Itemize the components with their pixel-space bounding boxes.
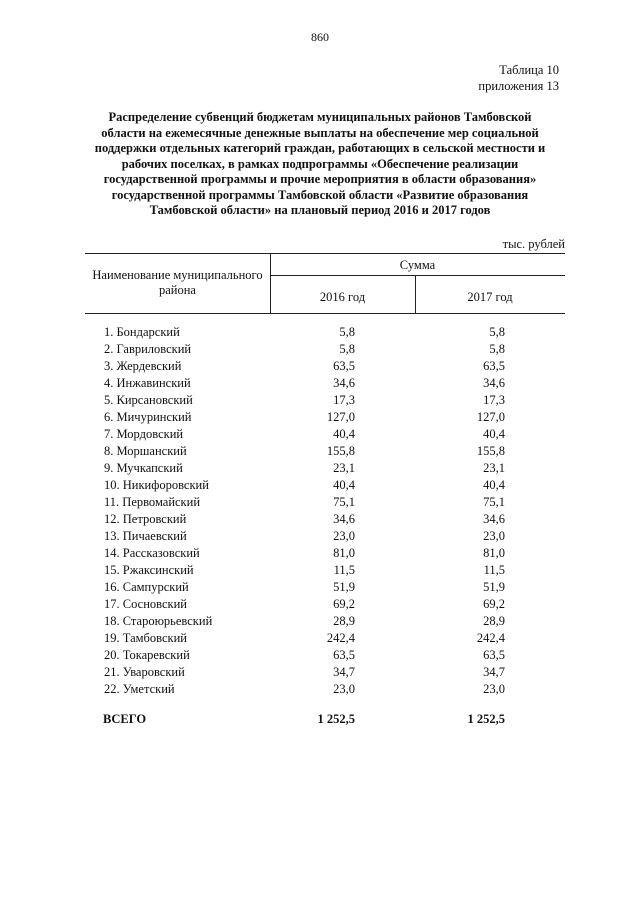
value-2017: 34,6 <box>483 512 505 526</box>
district-name: 14. Рассказовский <box>104 546 200 560</box>
value-2016: 63,5 <box>333 648 355 662</box>
table-row <box>0 444 640 461</box>
units-label: тыс. рублей <box>502 237 565 251</box>
district-name: 9. Мучкапский <box>104 461 183 475</box>
district-name: 6. Мичуринский <box>104 410 192 424</box>
value-2017: 34,6 <box>483 376 505 390</box>
district-name: 19. Тамбовский <box>104 631 187 645</box>
district-name: 5. Кирсановский <box>104 393 193 407</box>
value-2016: 23,0 <box>333 682 355 696</box>
page-number: 860 <box>311 30 329 44</box>
value-2016: 23,1 <box>333 461 355 475</box>
table-row <box>0 393 640 410</box>
district-name: 2. Гавриловский <box>104 342 192 356</box>
district-name: 13. Пичаевский <box>104 529 187 543</box>
value-2017: 81,0 <box>483 546 505 560</box>
title-line: государственной программы и прочие мероприятия в области образования» <box>103 172 537 186</box>
header-2017: 2017 год <box>467 290 513 304</box>
district-name: 11. Первомайский <box>104 495 201 509</box>
value-2017: 40,4 <box>483 427 505 441</box>
value-2017: 155,8 <box>476 444 505 458</box>
title-line: поддержки отдельных категорий граждан, работающих в сельской местности и <box>94 141 546 155</box>
table-header-bottom-border <box>85 313 565 314</box>
table-row <box>0 410 640 427</box>
district-name: 7. Мордовский <box>104 427 184 441</box>
district-name: 16. Сампурский <box>104 580 189 594</box>
total-row <box>0 712 640 729</box>
value-2016: 81,0 <box>333 546 355 560</box>
district-name: 3. Жердевский <box>104 359 182 373</box>
table-reference <box>478 62 559 94</box>
value-2016: 127,0 <box>326 410 355 424</box>
table-row <box>0 376 640 393</box>
title-line: рабочих поселках, в рамках подпрограммы «Обеспечение реализации <box>121 156 519 171</box>
value-2017: 23,0 <box>483 682 505 696</box>
value-2016: 23,0 <box>333 529 355 543</box>
value-2016: 40,4 <box>333 427 355 441</box>
table-row <box>0 614 640 631</box>
header-2016: 2016 год <box>319 290 366 304</box>
table-row <box>0 631 640 648</box>
total-2016: 1 252,5 <box>317 712 355 726</box>
table-row <box>0 665 640 682</box>
district-name: 12. Петровский <box>104 512 187 526</box>
district-name: 10. Никифоровский <box>104 478 209 492</box>
sum-header-divider <box>270 275 565 276</box>
value-2016: 5,8 <box>339 325 355 339</box>
table-row <box>0 580 640 597</box>
total-label: ВСЕГО <box>103 712 147 726</box>
district-name: 21. Уваровский <box>104 665 185 679</box>
header-sum: Сумма <box>399 258 436 272</box>
district-name: 22. Уметский <box>104 682 175 696</box>
value-2016: 75,1 <box>333 495 355 509</box>
value-2016: 40,4 <box>333 478 355 492</box>
value-2016: 63,5 <box>333 359 355 373</box>
value-2016: 5,8 <box>339 342 355 356</box>
table-row <box>0 546 640 563</box>
value-2016: 34,6 <box>333 376 355 390</box>
value-2017: 242,4 <box>476 631 505 645</box>
value-2017: 23,1 <box>483 461 505 475</box>
title-line: Тамбовской области» на плановый период 2016 и 2017 годов <box>149 203 491 217</box>
value-2017: 69,2 <box>483 597 505 611</box>
value-2017: 127,0 <box>476 410 505 424</box>
table-row <box>0 359 640 376</box>
table-row <box>0 648 640 665</box>
appendix-label: приложения 13 <box>478 79 559 93</box>
table-row <box>0 342 640 359</box>
value-2017: 40,4 <box>483 478 505 492</box>
value-2017: 28,9 <box>483 614 505 628</box>
table-row <box>0 597 640 614</box>
value-2017: 75,1 <box>483 495 505 509</box>
document-title <box>70 110 570 219</box>
value-2016: 51,9 <box>333 580 355 594</box>
value-2017: 63,5 <box>483 648 505 662</box>
value-2016: 34,6 <box>333 512 355 526</box>
value-2016: 155,8 <box>326 444 355 458</box>
value-2016: 17,3 <box>333 393 355 407</box>
value-2016: 11,5 <box>333 563 355 577</box>
value-2016: 34,7 <box>333 665 355 679</box>
value-2016: 28,9 <box>333 614 355 628</box>
table-row <box>0 478 640 495</box>
district-name: 8. Моршанский <box>104 444 187 458</box>
table-row <box>0 427 640 444</box>
value-2017: 17,3 <box>483 393 505 407</box>
value-2016: 242,4 <box>326 631 355 645</box>
table-row <box>0 495 640 512</box>
district-name: 17. Сосновский <box>104 597 187 611</box>
value-2017: 5,8 <box>489 325 505 339</box>
table-body <box>0 325 640 699</box>
title-line: Распределение субвенций бюджетам муниципальных районов Тамбовской <box>108 110 532 124</box>
title-line: области на ежемесячные денежные выплаты на обеспечение мер социальной <box>101 125 539 140</box>
value-2017: 34,7 <box>483 665 505 679</box>
table-top-border <box>85 253 565 254</box>
value-2017: 5,8 <box>489 342 505 356</box>
value-2017: 51,9 <box>483 580 505 594</box>
header-name: Наименование муниципального района <box>92 268 263 297</box>
total-2017: 1 252,5 <box>467 712 505 726</box>
table-row <box>0 512 640 529</box>
district-name: 15. Ржаксинский <box>104 563 194 577</box>
value-2016: 69,2 <box>333 597 355 611</box>
table-row <box>0 682 640 699</box>
value-2017: 23,0 <box>483 529 505 543</box>
district-name: 20. Токаревский <box>104 648 190 662</box>
value-2017: 63,5 <box>483 359 505 373</box>
table-label: Таблица 10 <box>499 63 559 77</box>
title-line: государственной программы Тамбовской области «Развитие образования <box>111 187 529 202</box>
value-2017: 11,5 <box>483 563 505 577</box>
district-name: 18. Староюрьевский <box>104 614 213 628</box>
table-row <box>0 563 640 580</box>
table-row <box>0 325 640 342</box>
table-row <box>0 461 640 478</box>
table-row <box>0 529 640 546</box>
district-name: 1. Бондарский <box>104 325 180 339</box>
district-name: 4. Инжавинский <box>104 376 191 390</box>
